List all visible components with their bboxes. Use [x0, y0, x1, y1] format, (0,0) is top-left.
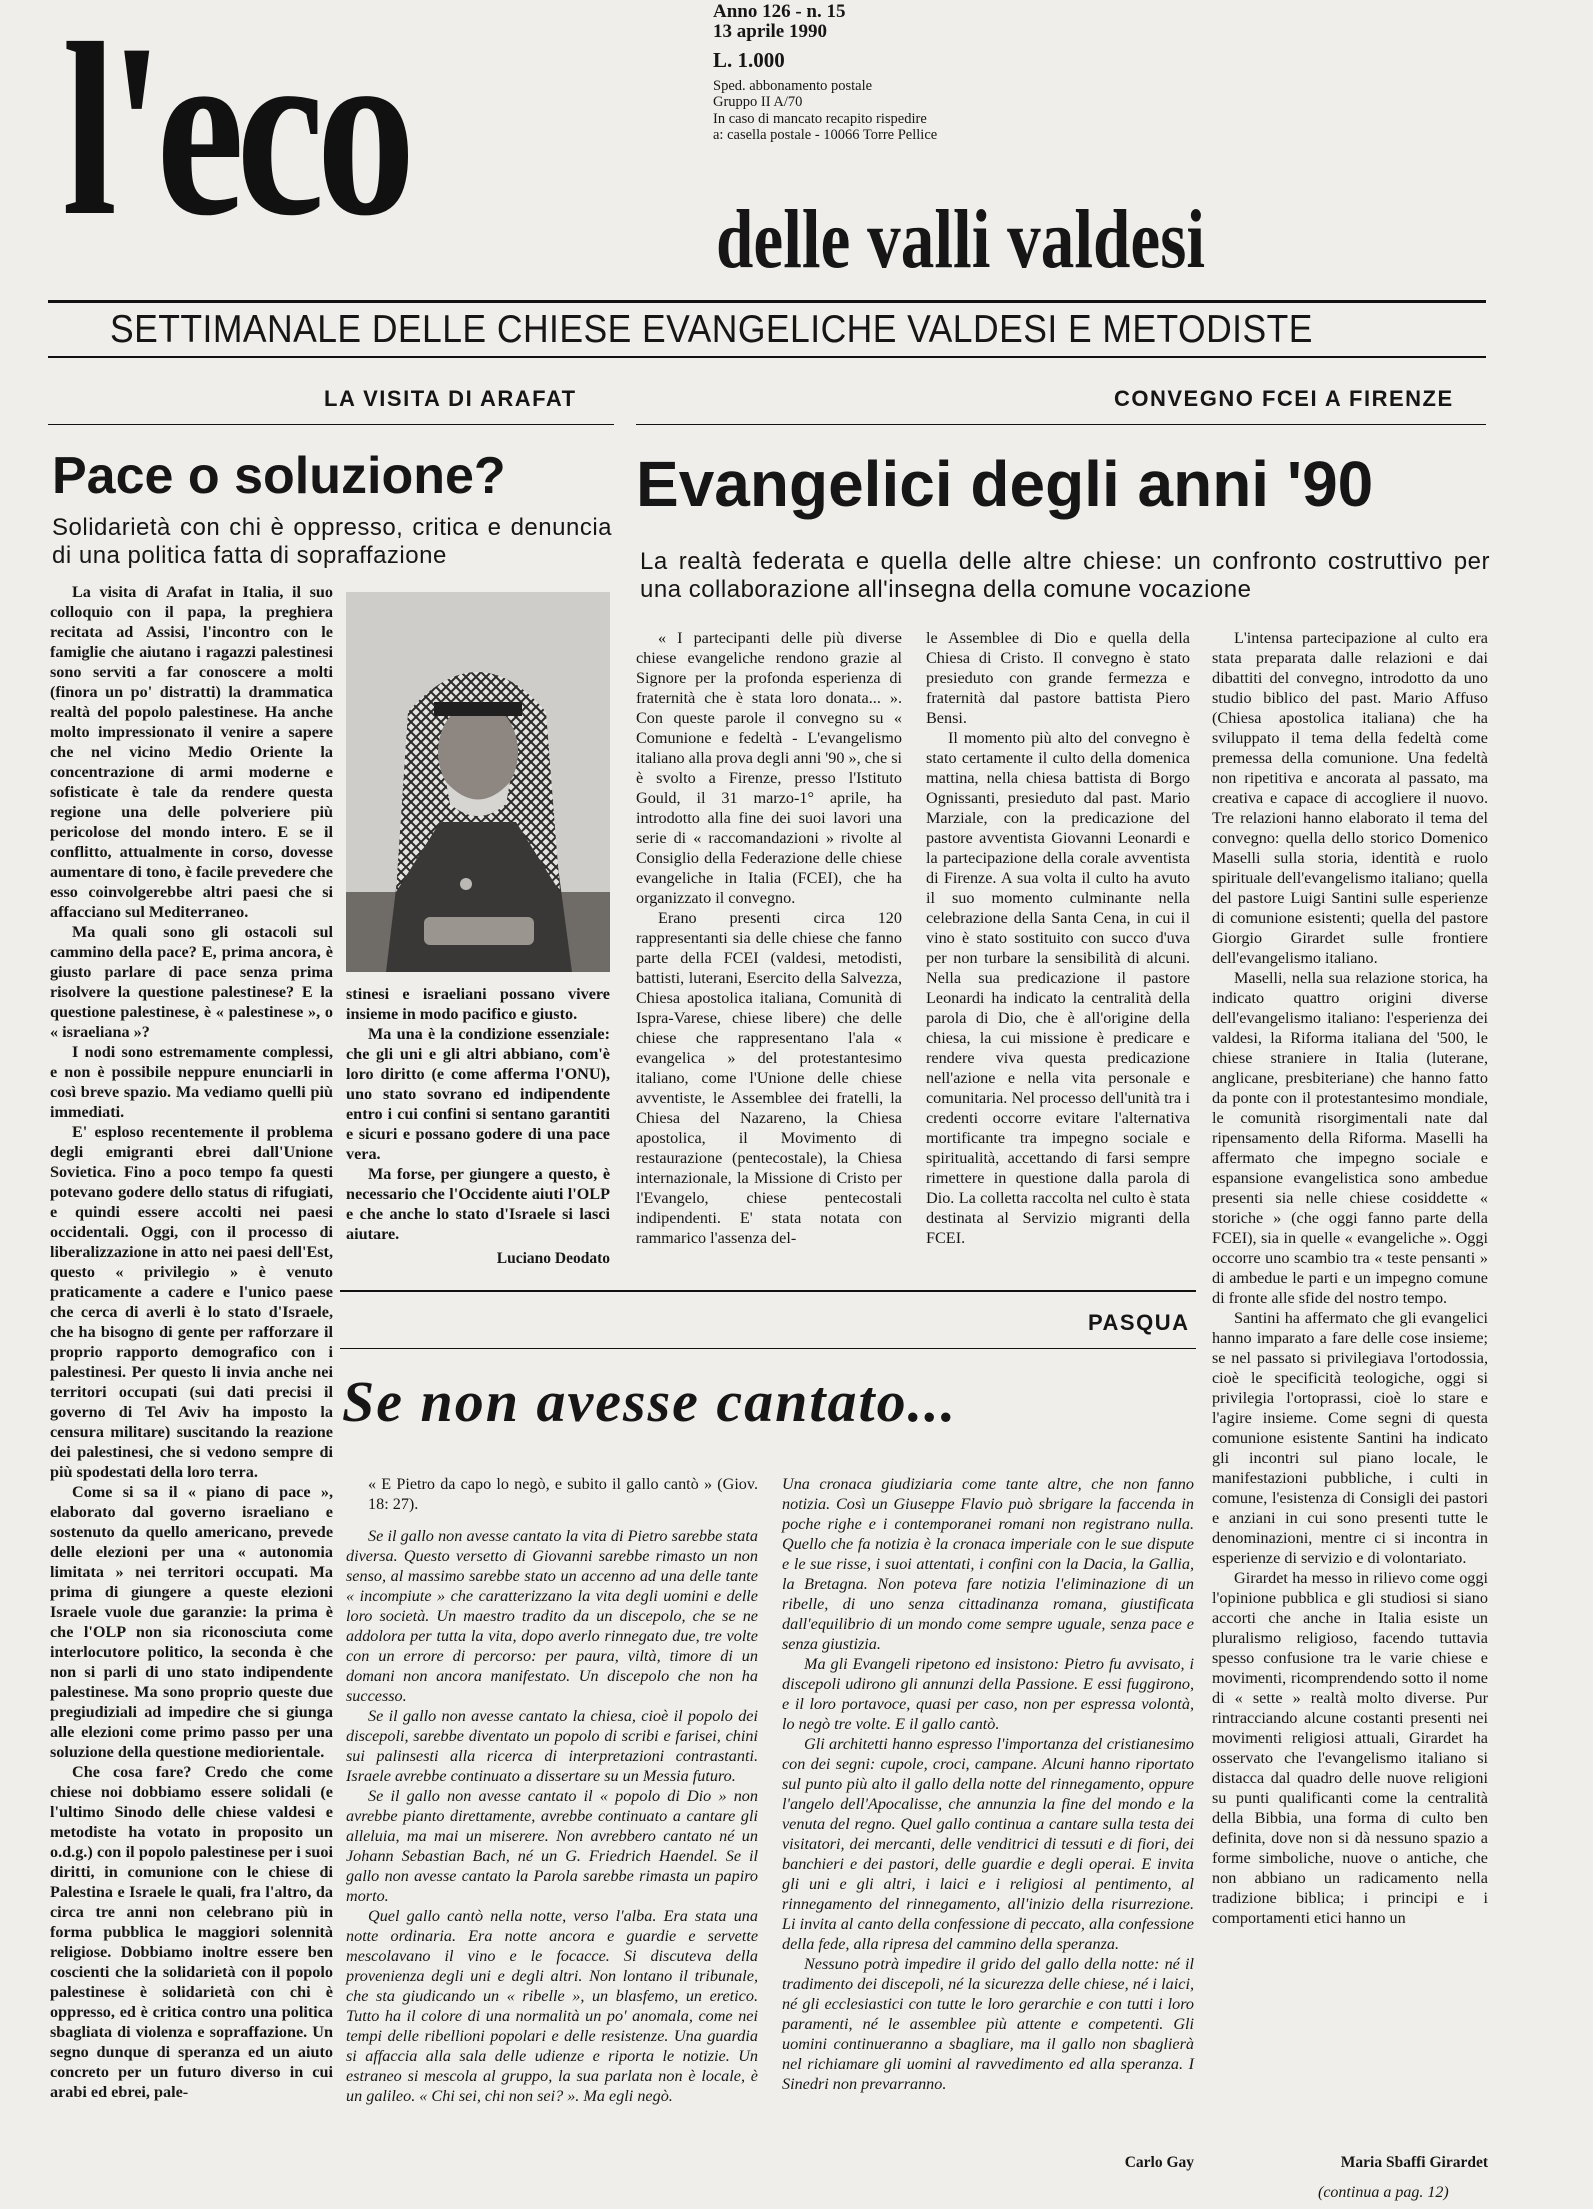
masthead-logo: l'eco: [62, 0, 408, 267]
fcei-column-1: [636, 628, 902, 1252]
paragraph: Nessuno potrà impedire il grido del gallo della notte: né il tradimento dei discepoli, né la sicurezza delle chiese, né i laici, né gli ecclesiastici con tutte le loro gerarchie e con tutti i loro paramenti, né le assemblee più attente e competenti. Gli uomini continueranno a sbagliare, ma il gallo non sbaglierà nel richiamare gli uomini al ravvedimento ed alla speranza. I Sinedri non prevarranno.: [782, 1955, 1194, 2093]
paragraph: Ma una è la condizione essenziale: che gli uni e gli altri abbiano, com'è loro diritto (e come afferma l'ONU), uno stato sovrano ed indipendente entro i cui confini si sentano garantiti e sicuri e possano godere di una pace vera.: [346, 1025, 610, 1163]
paragraph: L'intensa partecipazione al culto era stata preparata dalle relazioni e dai dibattiti del convegno, introdotto da uno studio biblico del past. Mario Affuso (Chiesa apostolica italiana) che ha sviluppato il tema della fedeltà come premessa della comunione. Una fedeltà non ripetitiva e ancorata al passato, ma creativa e capace di accogliere il nuovo. Tre relazioni hanno elaborato il tema del convegno: quella dello storico Domenico Maselli sulla storia, identità e ruolo spirituale dell'evangelismo italiano; quella del pastore Luigi Santini sulle esperienze di comunione esistenti; quella del pastore Giorgio Girardet sulle frontiere dell'evangelismo italiano.: [1212, 629, 1488, 967]
paragraph: « I partecipanti delle più diverse chiese evangeliche rendono grazie al Signore per la profonda esperienza di fraternità che è stata loro donata... ». Con queste parole il convegno su « Comunione e fedeltà - L'evangelismo italiano alla prova degli anni '90 », che si è svolto a Firenze, presso l'Istituto Gould, il 31 marzo-1° aprile, ha introdotto alla fine dei suoi lavori una serie di « raccomandazioni » rivolte al Consiglio della Federazione delle chiese evangeliche in Italia (FCEI), che ha organizzato il convegno.: [636, 629, 902, 907]
postal-line: Gruppo II A/70: [713, 94, 803, 111]
arafat-column-1: [50, 582, 333, 2192]
paragraph: Se il gallo non avesse cantato la chiesa, cioè il popolo dei discepoli, sarebbe diventato un popolo di scribi e farisei, chini sui palinsesti alla ricerca di interpretazioni contrastanti. Israele avrebbe continuato a dissertare su un Messia futuro.: [346, 1707, 758, 1785]
fcei-author: Maria Sbaffi Girardet: [1340, 2154, 1488, 2171]
masthead-tagline: SETTIMANALE DELLE CHIESE EVANGELICHE VALDESI E METODISTE: [110, 308, 1313, 351]
postal-line: a: casella postale - 10066 Torre Pellice: [713, 127, 938, 144]
pasqua-kicker: PASQUA: [1088, 1310, 1190, 1335]
arafat-portrait-illustration: [346, 592, 610, 972]
kicker-rule: [48, 424, 614, 425]
issue-info: [713, 2, 846, 42]
arafat-column-2: [346, 984, 610, 1243]
pasqua-top-rule: [340, 1290, 1196, 1292]
fcei-kicker: CONVEGNO FCEI A FIRENZE: [1114, 386, 1454, 411]
postal-info: [713, 78, 937, 144]
paragraph: stinesi e israeliani possano vivere insieme in modo pacifico e giusto.: [346, 985, 610, 1023]
pasqua-column-1: [346, 1474, 758, 2164]
postal-line: In caso di mancato recapito rispedire: [713, 110, 927, 127]
paragraph: Se il gallo non avesse cantato la vita di Pietro sarebbe stata diversa. Questo versetto di Giovanni sarebbe rimasto un non senso, al massimo sarebbe stato un accenno ad una delle tante « incompiute » che caratterizzano la vita degli uomini e delle loro società. Un maestro tradito da un discepolo, che se ne addolora per tutta la vita, dopo averlo rinnegato due, tre volte con un errore di percorso: per paura, viltà, timore di un domani non ancora manifestato. Un discepolo che non ha successo.: [346, 1527, 758, 1705]
paragraph: Ma forse, per giungere a questo, è necessario che l'Occidente aiuti l'OLP e che anche lo stato d'Israele si lasci aiutare.: [346, 1165, 610, 1243]
paragraph: I nodi sono estremamente complessi, e non è possibile neppure enunciarli in così breve spazio. Ma vediamo quelli più immediati.: [50, 1043, 333, 1121]
fcei-column-3: [1212, 628, 1488, 2080]
arafat-kicker: LA VISITA DI ARAFAT: [324, 386, 577, 411]
masthead-rule: [48, 300, 1486, 303]
paragraph: Santini ha affermato che gli evangelici hanno imparato a fare delle cose insieme; se nel passato si privilegiava l'ortodossia, cioè le specificità teologiche, oggi si privilegia l'ortoprassi, cioè lo stare e l'agire insieme. Come segni di questa comunione esistente Santini ha indicato gli incontri sul piano locale, le manifestazioni pubbliche, i culti in comune, l'esistenza di Consigli dei pastori e anziani in cui sono presenti tutte le denominazioni, mentre ci si incontra in esperienze di servizio e di volontariato.: [1212, 1309, 1488, 1567]
arafat-headline: Pace o soluzione?: [52, 447, 506, 505]
fcei-continued: (continua a pag. 12): [1318, 2184, 1449, 2201]
paragraph: Girardet ha messo in rilievo come oggi l'opinione pubblica e gli studiosi si siano accorti che anche in Italia esiste un pluralismo religioso, facendo tuttavia spesso confusione tra le varie chiese e movimenti, ricomprendendo sotto il nome di « sette » realtà molto diverse. Pur rintracciando alcune costanti presenti nei movimenti religiosi attuali, Girardet ha osservato che l'evangelismo italiano si distacca dal quadro delle nuove religioni su punti qualificanti come la centralità della Bibbia, una forma di culto ben definita, dove non si dà nessuno spazio a forme simboliche, nuove o antiche, che non abbiano un radicamento nella tradizione biblica; i principi e i comportamenti etici hanno un: [1212, 1569, 1488, 1927]
paragraph: Erano presenti circa 120 rappresentanti sia delle chiese che fanno parte della FCEI (valdesi, metodisti, battisti, luterani, Esercito della Salvezza, Chiesa apostolica italiana, Comunità di Ispra-Varese, chiese libere) che delle chiese che rappresentano l'ala « evangelica » del protestantesimo italiano, come l'Unione delle chiese avventiste, le Assemblee dei fratelli, la Chiesa del Nazareno, la Chiesa apostolica, il Movimento di restaurazione (pentecostale), la Chiesa internazionale, la Missione di Cristo per l'Evangelo, chiese pentecostali indipendenti. E' stata notata con rammarico l'assenza del-: [636, 909, 902, 1247]
paragraph: Che cosa fare? Credo che come chiese noi dobbiamo essere solidali (e l'ultimo Sinodo delle chiese valdesi e metodiste ha votato in proposito un o.d.g.) con il popolo palestinese per i suoi diritti, in comunione con le chiese di Palestina e Israele le quali, fra l'altro, da circa tre anni non celebrano più in forma pubblica le maggiori solennità religiose. Dobbiamo inoltre essere ben coscienti che la solidarietà con il popolo palestinese è solidarietà con chi è oppresso, ed è critica contro una politica sbagliata di violenza e sopraffazione. Un segno dunque di speranza ed un aiuto concreto per un futuro diverso in cui arabi ed ebrei, pale-: [50, 1763, 333, 2101]
paragraph: Gli architetti hanno espresso l'importanza del cristianesimo con dei segni: cupole, croci, campane. Alcuni hanno riportato sul punto più alto il gallo della notte del rinnegamento, oppure l'angelo dell'Apocalisse, che annunzia la fine del mondo e la venuta del regno. Quel gallo continua a cantare sulla testa dei visitatori, dei mercanti, delle venditrici di tessuti e di fiori, dei banchieri e dei pastori, delle guardie e degli operai. E invita gli uni e gli altri, i laici e i religiosi al pentimento, al rinnegamento del rinnegamento, all'inizio della risurrezione. Li invita al canto della confessione di peccato, alla confessione della fede, alla ripresa del cammino della speranza.: [782, 1735, 1194, 1953]
paragraph: Quel gallo cantò nella notte, verso l'alba. Era stata una notte ordinaria. Era notte ancora e guardie e servette mescolavano il vino e le focacce. Si discuteva della provenienza degli uni e degli altri. Non lontano il tribunale, che sta giudicando un « ribelle », un blasfemo, un eretico. Tutto ha il colore di una normalità un po' anomala, come nei tempi delle ribellioni popolari e delle resistenze. Una guardia si affaccia alla sala delle udienze e riporta le notizie. Un estraneo si mescola al gruppo, la sua parlata non è locale, è un galileo. « Chi sei, chi non sei? ». Ma egli negò.: [346, 1907, 758, 2105]
fcei-deck: La realtà federata e quella delle altre chiese: un confronto costruttivo per una collaborazione all'insegna della comune vocazione: [640, 548, 1490, 603]
masthead-subtitle: delle valli valdesi: [716, 193, 1206, 286]
kicker-rule: [340, 1348, 1196, 1349]
arafat-author: Luciano Deodato: [496, 1250, 610, 1267]
fcei-headline: Evangelici degli anni '90: [636, 448, 1374, 520]
issue-date: 13 aprile 1990: [713, 21, 827, 42]
paragraph: Se il gallo non avesse cantato il « popolo di Dio » non avrebbe pianto direttamente, avrebbe continuato a cantare gli alleluia, ma mai un miserere. Non avrebbero cantato né un Johann Sebastian Bach, né un G. Friedrich Haendel. Se il gallo non avesse cantato la Parola sarebbe rimasta un papiro morto.: [346, 1787, 758, 1905]
arafat-photo: [346, 592, 610, 972]
paragraph: E' esploso recentemente il problema degli emigranti ebrei dall'Unione Sovietica. Fino a poco tempo fa questi potevano godere dello status di rifugiati, e quindi essere accolti nei paesi occidentali. Oggi, con il processo di liberalizzazione in atto nei paesi dell'Est, questo « privilegio » è venuto praticamente a cadere e l'unico paese che cerca di averli è lo stato d'Israele, che ha bisogno di gente per rafforzare il proprio rapporto demografico con i palestinesi. Per questo li invia anche nei territori occupati (sui dati precisi il governo di Tel Aviv ha imposto la censura militare) suscitando la reazione dei palestinesi, che si vedono sempre di più spodestati della loro terra.: [50, 1123, 333, 1481]
paragraph: Ma quali sono gli ostacoli sul cammino della pace? E, prima ancora, è giusto parlare di pace senza prima risolvere la questione palestinese? E la questione palestinese, è « palestinese », o « israeliana »?: [50, 923, 333, 1041]
kicker-rule: [636, 424, 1486, 425]
paragraph: Una cronaca giudiziaria come tante altre, che non fanno notizia. Così un Giuseppe Flavio può sbrigare la faccenda in poche righe e i contemporanei romani non registrano nulla. Quello che fa notizia è la cronaca imperiale con le sue dispute e le sue risse, i suoi attentati, i confini con la Dacia, la Gallia, la Bretagna. Non poteva fare notizia l'eliminazione di un ribelle, di uno senza cittadinanza romana, giustificata dall'equilibrio di un mondo come sempre uguale, senza pace e senza giustizia.: [782, 1475, 1194, 1653]
postal-line: Sped. abbonamento postale: [713, 78, 873, 94]
pasqua-headline: Se non avesse cantato...: [342, 1369, 958, 1434]
pasqua-column-2: [782, 1474, 1194, 2110]
arafat-deck: Solidarietà con chi è oppresso, critica e denuncia di una politica fatta di sopraffazione: [52, 514, 612, 569]
pasqua-quote: « E Pietro da capo lo negò, e subito il gallo cantò » (Giov. 18: 27).: [368, 1475, 758, 1513]
issue-number: Anno 126 - n. 15: [713, 1, 846, 22]
fcei-column-2: [926, 628, 1190, 1252]
paragraph: le Assemblee di Dio e quella della Chiesa di Cristo. Il convegno è stato presieduto con grande fermezza e fraternità dal pastore battista Piero Bensi.: [926, 629, 1190, 727]
paragraph: La visita di Arafat in Italia, il suo colloquio con il papa, la preghiera recitata ad Assisi, l'incontro con le famiglie che aiutano i ragazzi palestinesi sono serviti a far conoscere a molti (finora un po' distratti) la drammatica realtà del popolo palestinese. Ha anche molto impressionato il venire a sapere che nel vicino Medio Oriente la concentrazione di armi moderne e sofisticate è tale da rendere questa regione una delle polveriere più pericolose del mondo intero. E se il conflitto, attualmente in corso, dovesse aumentare di tono, è facile prevedere che esso coinvolgerebbe altri paesi che si affacciano sul Mediterraneo.: [50, 583, 333, 921]
paragraph: Il momento più alto del convegno è stato certamente il culto della domenica mattina, nella chiesa battista di Borgo Ognissanti, presieduto dal past. Mario Marziale, con la predicazione del pastore avventista Giovanni Leonardi e la partecipazione della corale avventista di Firenze. A sua volta il culto ha avuto il suo momento culminante nella celebrazione della Santa Cena, in cui il vino è stato sostituito con succo d'uva per non turbare la sensibilità di alcuni. Nella sua predicazione il pastore Leonardi ha indicato la centralità della parola di Dio, che è all'origine della chiesa, la cui missione è predicare e rendere viva questa predicazione nell'azione e nella vita personale e comunitaria. Nel processo dell'unità tra i credenti occorre evitare l'alternativa mortificante tra impegno sociale e spiritualità, accettando di farsi sempre rimettere in questione dalla parola di Dio. La colletta raccolta nel culto è stata destinata al Servizio migranti della FCEI.: [926, 729, 1190, 1247]
price: L. 1.000: [713, 48, 785, 72]
paragraph: Come si sa il « piano di pace », elaborato dal governo israeliano e sostenuto da quello americano, prevede delle elezioni per una « autonomia limitata » nei territori occupati. Ma prima di giungere a queste elezioni Israele vuole due garanzie: la prima è che l'OLP non sia riconosciuta come interlocutore politico, la seconda è che non si parli di uno stato indipendente palestinese. Ma sono proprio queste due pregiudiziali ad impedire che si giunga alle elezioni come primo passo per una soluzione della questione mediorientale.: [50, 1483, 333, 1761]
paragraph: Maselli, nella sua relazione storica, ha indicato quattro origini diverse dell'evangelismo italiano: l'esperienza dei valdesi, la Riforma italiana del '500, le chiese straniere in Italia (luterane, anglicane, presbiteriane) che hanno fatto da ponte con il protestantesimo mondiale, le comunità risorgimentali nate dal ripensamento della Riforma. Maselli ha affermato che impegno sociale e espansione evangelistica sono ambedue presenti sia nelle chiese cosiddette « storiche » (che oggi fanno parte della FCEI), sia in quelle « evangeliche ». Oggi occorre uno scambio tra « teste pensanti » di ambedue le parti e un impegno comune di fronte alle sfide del nostro tempo.: [1212, 969, 1488, 1307]
tagline-rule: [48, 356, 1486, 358]
pasqua-author: Carlo Gay: [1124, 2154, 1194, 2171]
paragraph: Ma gli Evangeli ripetono ed insistono: Pietro fu avvisato, i discepoli udirono gli annunzi della Passione. E essi fuggirono, e il loro portavoce, quasi per caso, non per espressa volontà, lo negò tre volte. E il gallo cantò.: [782, 1655, 1194, 1733]
